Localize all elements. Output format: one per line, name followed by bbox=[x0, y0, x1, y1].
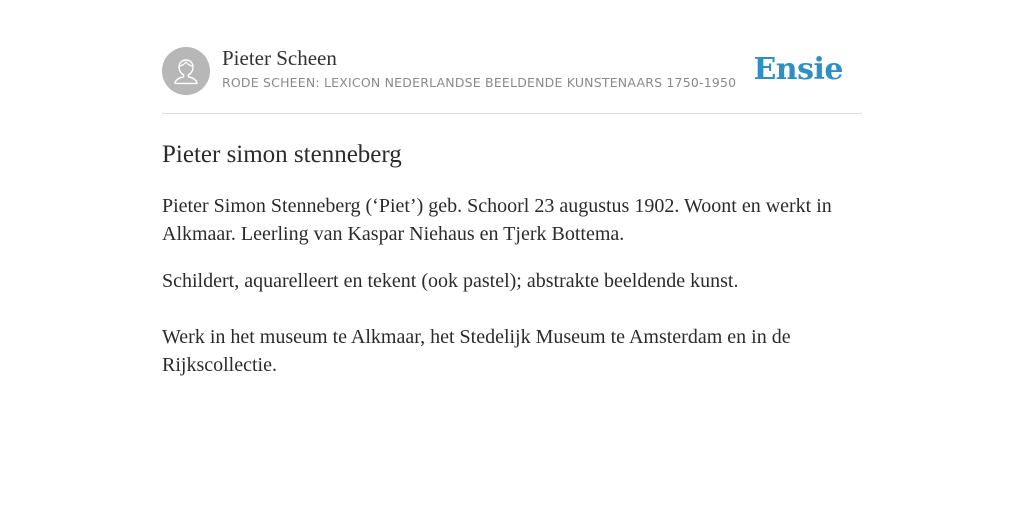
user-silhouette-icon bbox=[162, 47, 210, 95]
article-paragraph: Pieter Simon Stenneberg (‘Piet’) geb. Schoorl 23 augustus 1902. Woont en werkt in Alkmaar. Leerling van Kaspar Niehaus en Tjerk Bottema. bbox=[162, 195, 832, 245]
article-card bbox=[162, 40, 862, 379]
author-block bbox=[222, 45, 736, 90]
article-title: Pieter simon stenneberg bbox=[162, 141, 402, 168]
source-title[interactable]: RODE SCHEEN: LEXICON NEDERLANDSE BEELDENDE KUNSTENAARS 1750-1950 bbox=[222, 75, 737, 90]
author-name[interactable]: Pieter Scheen bbox=[222, 46, 337, 70]
article-paragraph: Werk in het museum te Alkmaar, het Stedelijk Museum te Amsterdam en in de Rijkscollectie. bbox=[162, 326, 791, 376]
article-header bbox=[162, 40, 862, 114]
article-paragraph: Schildert, aquarelleert en tekent (ook pastel); abstrakte beeldende kunst. bbox=[162, 270, 739, 292]
brand-logo[interactable]: Ensie bbox=[753, 52, 843, 87]
avatar[interactable] bbox=[162, 47, 210, 95]
